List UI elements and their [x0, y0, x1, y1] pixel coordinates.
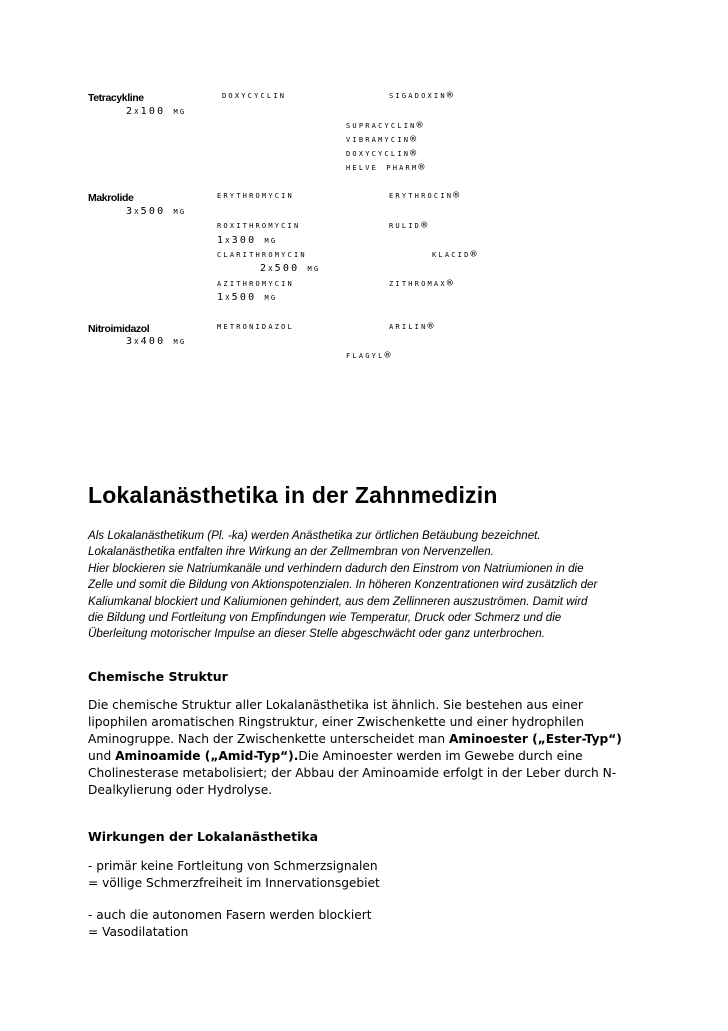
drug-clarithromycin: clarithromycin: [217, 249, 307, 260]
brand-erythrocin: erythrocin®: [389, 190, 462, 201]
intro-line: Lokalanästhetika entfalten ihre Wirkung an der Zellmembran von Nervenzellen.: [88, 545, 494, 559]
drug-erythromycin: erythromycin: [217, 190, 294, 201]
brand-vibramycin: vibramycin®: [346, 134, 419, 145]
chem-text: Die Aminoester werden im Gewebe durch eine: [298, 749, 583, 763]
term-aminoester: Aminoester („Ester-Typ“): [448, 732, 622, 746]
chem-line: [88, 731, 622, 748]
term-aminoamide: Aminoamide („Amid-Typ“).: [115, 749, 299, 763]
section-heading-wirkungen: Wirkungen der Lokalanästhetika: [88, 829, 319, 844]
brand-flagyl: flagyl®: [346, 350, 393, 361]
dose-clarithromycin: 2x500 mg: [260, 263, 321, 274]
brand-arilin: arilin®: [389, 321, 436, 332]
dosage-nitroimidazol: 3x400 mg: [126, 336, 187, 347]
effect-line: - auch die autonomen Fasern werden blockiert: [88, 908, 372, 922]
page-title: Lokalanästhetika in der Zahnmedizin: [88, 482, 498, 508]
chem-text: und: [88, 749, 116, 763]
drug-azithromycin: azithromycin: [217, 278, 294, 289]
chem-line: Dealkylierung oder Hydrolyse.: [88, 783, 273, 797]
effect-line: = Vasodilatation: [88, 925, 189, 939]
section-heading-chemische-struktur: Chemische Struktur: [88, 669, 228, 684]
chem-paragraph: [88, 697, 622, 799]
drug-metronidazol: metronidazol: [217, 321, 294, 332]
intro-line: Überleitung motorischer Impulse an dieser Stelle abgeschwächt oder ganz unterbrochen.: [88, 627, 545, 641]
intro-line: Zelle und somit die Bildung von Aktionspotenzialen. In höheren Konzentrationen wird zusätzlich der: [88, 578, 598, 592]
chem-text: Aminogruppe. Nach der Zwischenkette unterscheidet man: [88, 732, 449, 746]
intro-paragraph: [88, 528, 648, 643]
dosage-makrolide: 3x500 mg: [126, 206, 187, 217]
effect-line: - primär keine Fortleitung von Schmerzsignalen: [88, 859, 378, 873]
drug-roxithromycin: roxithromycin: [217, 220, 301, 231]
intro-line: Hier blockieren sie Natriumkanäle und verhindern dadurch den Einstrom von Natriumionen in die: [88, 561, 584, 575]
class-nitroimidazol: Nitroimidazol: [88, 323, 150, 335]
dose-azithromycin: 1x500 mg: [217, 292, 278, 303]
dose-roxithromycin: 1x300 mg: [217, 235, 278, 246]
intro-line: Kaliumkanal blockiert und Kaliumionen gehindert, aus dem Zellinneren auszuströmen. Damit wird: [88, 594, 588, 608]
class-makrolide: Makrolide: [88, 192, 134, 204]
intro-line: Als Lokalanästhetikum (Pl. -ka) werden Anästhetika zur örtlichen Betäubung bezeichnet.: [88, 529, 541, 542]
chem-line: lipophilen aromatischen Ringstruktur, einer Zwischenkette und einer hydrophilen: [88, 715, 584, 729]
chem-line: Cholinesterase metabolisiert; der Abbau der Aminoamide erfolgt in der Leber durch N-: [88, 766, 617, 780]
brand-doxycyclin: doxycyclin®: [346, 148, 419, 159]
chem-line: [88, 748, 622, 765]
brand-klacid: klacid®: [432, 249, 479, 260]
brand-rulid: rulid®: [389, 220, 430, 231]
effects-item: [88, 907, 372, 941]
drug-doxycyclin: doxycyclin: [222, 90, 287, 101]
effect-line: = völlige Schmerzfreiheit im Innervationsgebiet: [88, 876, 380, 890]
intro-line: die Bildung und Fortleitung von Empfindungen wie Temperatur, Druck oder Schmerz und die: [88, 611, 562, 625]
brand-helve-pharm: helve pharm®: [346, 162, 427, 173]
dosage-tetracykline: 2x100 mg: [126, 106, 187, 117]
brand-sigadoxin: sigadoxin®: [389, 90, 455, 101]
brand-zithromax: zithromax®: [389, 278, 455, 289]
brand-supracyclin: supracyclin®: [346, 120, 425, 131]
class-tetracykline: Tetracykline: [88, 92, 144, 104]
effects-item: [88, 858, 380, 892]
chem-line: Die chemische Struktur aller Lokalanästhetika ist ähnlich. Sie bestehen aus einer: [88, 698, 583, 712]
